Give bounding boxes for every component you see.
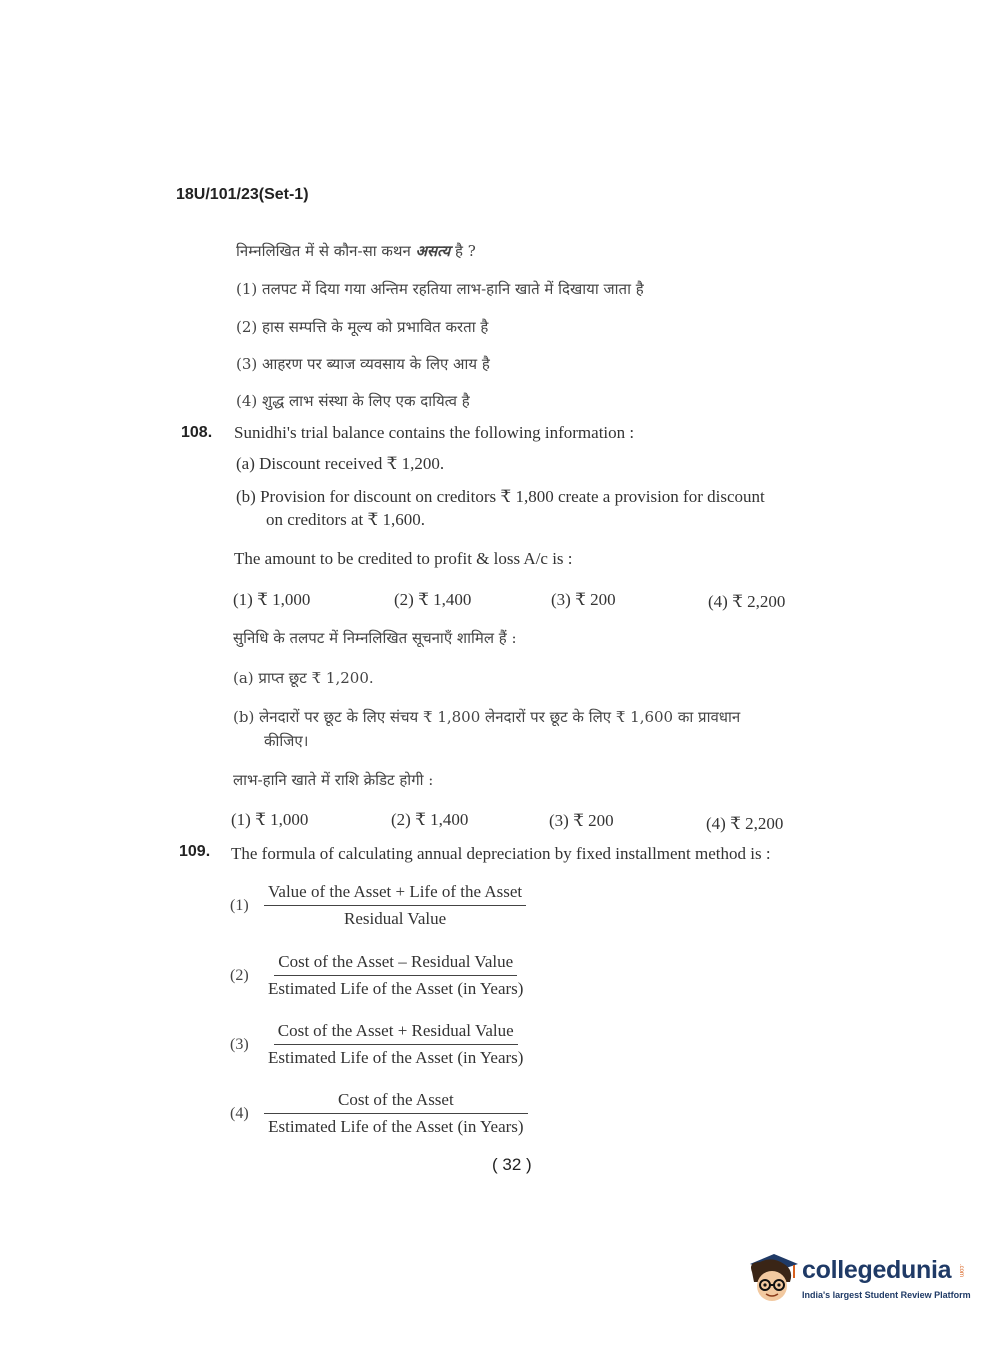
q109-option-3 [230,1021,527,1068]
brand-suffix: .com [958,1264,964,1278]
mascot-icon [744,1250,800,1308]
q109-stem: The formula of calculating annual depreciation by fixed installment method is : [231,844,771,863]
q108-option-3: (3) ₹ 200 [551,590,616,609]
q108-hindi-option-2: (2) ₹ 1,400 [391,810,469,829]
fraction-denominator: Estimated Life of the Asset (in Years) [268,979,524,998]
paper-code: 18U/101/23(Set-1) [176,186,309,203]
q108-option-2: (2) ₹ 1,400 [394,590,472,609]
fraction-numerator: Cost of the Asset – Residual Value [274,952,517,976]
q107-hindi-stem [236,241,476,261]
fraction-numerator: Cost of the Asset [264,1090,528,1114]
q108-item-a: (a) Discount received ₹ 1,200. [236,454,445,473]
page-number: ( 32 ) [492,1155,532,1174]
q108-hindi-question: लाभ-हानि खाते में राशि क्रेडिट होगी : [233,771,434,789]
collegedunia-watermark [744,1250,971,1312]
q109-option-4 [230,1090,528,1137]
q108-hindi-item-a: (a) प्राप्त छूट ₹ 1,200. [233,669,374,687]
q108-hindi-option-1: (1) ₹ 1,000 [231,810,309,829]
q108-hindi-option-3: (3) ₹ 200 [549,811,614,830]
q109-option-1-label: (1) [230,896,249,914]
q108-hindi-item-b: (b) लेनदारों पर छूट के लिए संचय ₹ 1,800 लेनदारों पर छूट के लिए ₹ 1,600 का प्रावधान [233,708,741,726]
fraction [264,952,527,999]
fraction-denominator: Residual Value [344,909,447,928]
q109-option-2 [230,952,527,999]
q107-option-4: (4) शुद्ध लाभ संस्था के लिए एक दायित्व है [236,392,470,410]
q107-stem-text: निम्नलिखित में से कौन-सा कथन [236,242,416,260]
q108-hindi-stem: सुनिधि के तलपट में निम्नलिखित सूचनाएँ शामिल हैं : [233,629,517,647]
fraction [264,1090,528,1137]
q108-option-1: (1) ₹ 1,000 [233,590,311,609]
brand-name: collegedunia [802,1256,952,1284]
q108-option-4: (4) ₹ 2,200 [708,592,786,611]
fraction [264,1021,527,1068]
fraction-numerator: Cost of the Asset + Residual Value [274,1021,518,1045]
q108-hindi-option-4: (4) ₹ 2,200 [706,814,784,833]
q107-option-1: (1) तलपट में दिया गया अन्तिम रहतिया लाभ-हानि खाते में दिखाया जाता है [236,280,644,298]
q108-item-b-cont: on creditors at ₹ 1,600. [266,510,426,529]
q109-option-2-label: (2) [230,966,249,984]
q107-stem-emphasis: असत्य [415,242,451,260]
q109-option-1 [230,882,526,929]
q108-hindi-item-b-cont: कीजिए। [264,732,309,750]
q109-option-3-label: (3) [230,1035,249,1053]
fraction-numerator: Value of the Asset + Life of the Asset [264,882,526,906]
fraction-denominator: Estimated Life of the Asset (in Years) [268,1048,524,1067]
q108-item-b: (b) Provision for discount on creditors ₹ 1,800 create a provision for discount [236,487,765,506]
q107-option-3: (3) आहरण पर ब्याज व्यवसाय के लिए आय है [236,355,490,373]
fraction [264,882,526,929]
q108-number: 108. [181,424,213,441]
q109-number: 109. [179,843,211,860]
q109-option-4-label: (4) [230,1104,249,1122]
fraction-denominator: Estimated Life of the Asset (in Years) [268,1117,524,1136]
q108-stem: Sunidhi's trial balance contains the following information : [234,423,635,442]
q107-stem-end: है ? [450,242,476,260]
brand-tagline: India's largest Student Review Platform [802,1290,971,1300]
q107-option-2: (2) हास सम्पत्ति के मूल्य को प्रभावित करता है [236,318,489,336]
q108-question: The amount to be credited to profit & loss A/c is : [234,549,573,568]
